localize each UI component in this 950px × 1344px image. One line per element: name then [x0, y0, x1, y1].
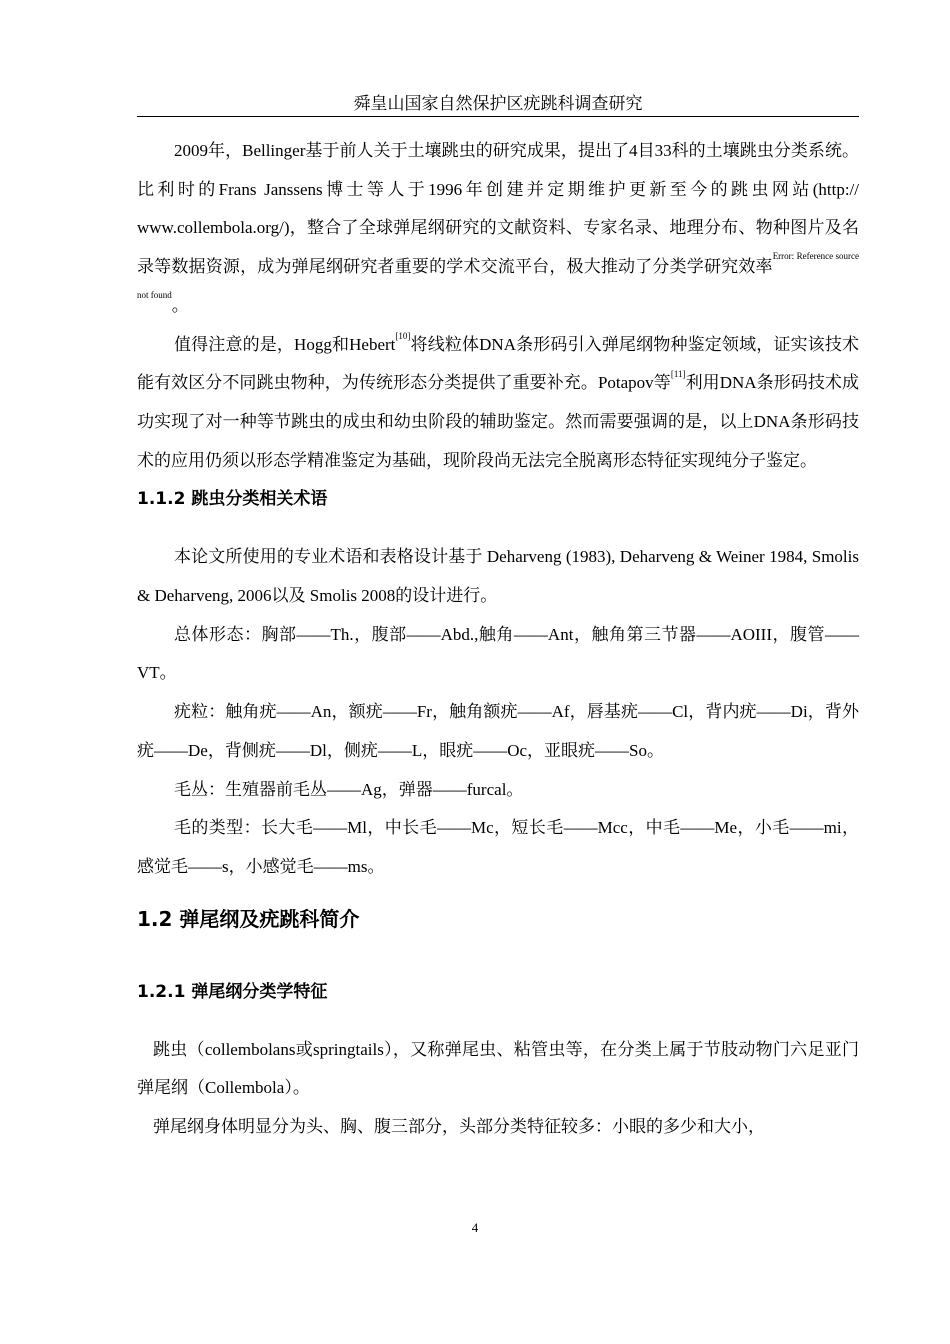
reference-error-note: Error: Reference source not found	[137, 251, 859, 300]
spacer	[137, 887, 859, 899]
document-body	[137, 132, 859, 1147]
paragraph-end: 。	[171, 295, 189, 315]
paragraph-terms-setae: 毛的类型：长大毛——Ml，中长毛——Mc，短长毛——Mcc，中毛——Me，小毛——mi，感觉毛——s，小感觉毛——ms。	[137, 818, 859, 876]
citation-10: [10]	[395, 330, 411, 341]
page-number: 4	[471, 1220, 479, 1235]
paragraph-terms-morphology: 总体形态：胸部——Th.，腹部——Abd.,触角——Ant，触角第三节器——AOIII，腹管——VT。	[137, 624, 859, 683]
paragraph-springtails-intro: 跳虫（collembolans或springtails），又称弹尾虫、粘管虫等，在分类上属于节肢动物门六足亚门弹尾纲（Collembola）。	[137, 1039, 859, 1098]
spacer	[137, 518, 859, 538]
paragraph-terminology-intro: 本论文所使用的专业术语和表格设计基于 Deharveng (1983), Deharveng & Weiner 1984, Smolis & Deharveng, 2006以及 Smolis 2008的设计进行。	[137, 547, 859, 606]
citation-11: [11]	[670, 369, 686, 380]
running-header-title: 舜皇山国家自然保护区疣跳科调查研究	[353, 94, 643, 114]
section-heading-1-2-1: 1.2.1 弹尾纲分类学特征	[137, 981, 328, 1002]
paragraph-terms-tubercles: 疣粒：触角疣——An，额疣——Fr，触角额疣——Af，唇基疣——Cl，背内疣——Di，背外疣——De，背侧疣——Dl，侧疣——L，眼疣——Oc，亚眼疣——So。	[137, 702, 859, 760]
paragraph-bellinger	[137, 132, 859, 326]
paragraph-text-a: 值得注意的是，Hogg和Hebert	[174, 334, 396, 354]
paragraph-body-parts: 弹尾纲身体明显分为头、胸、腹三部分，头部分类特征较多：小眼的多少和大小，	[153, 1117, 765, 1137]
paragraph-text: 2009年，Bellinger基于前人关于土壤跳虫的研究成果，提出了4目33科的土壤跳虫分类系统。比利时的Frans Janssens博士等人于1996年创建并定期维护更新至今的跳虫网站(http:// www.collembola.org/)，整合了全球弹尾纲研究的文献资料、专家名录、地理分布、物种图片及名录等数据资源，成为弹尾纲研究者重要的学术交流平台，极大推动了分类学研究效率	[137, 141, 859, 277]
paragraph-text-b: 将线粒体DNA条形码引入弹尾纲物种鉴定领域，证实该技术能有效区分不同跳虫物种，为传统形态分类提供了重要补充。Potapov等	[137, 334, 859, 393]
section-heading-1-1-2: 1.1.2 跳虫分类相关术语	[137, 489, 328, 510]
spacer	[137, 939, 859, 973]
paragraph-text-c: 利用DNA条形码技术成功实现了对一种等节跳虫的成虫和幼虫阶段的辅助鉴定。然而需要强调的是，以上DNA条形码技术的应用仍须以形态学精准鉴定为基础，现阶段尚无法完全脱离形态特征实现纯分子鉴定。	[137, 373, 859, 470]
header-rule	[137, 116, 859, 117]
spacer	[137, 1011, 859, 1031]
paragraph-terms-tufts: 毛丛：生殖器前毛丛——Ag，弹器——furcal。	[174, 779, 524, 799]
paragraph-dna-barcode	[137, 326, 859, 481]
section-heading-1-2: 1.2 弹尾纲及疣跳科简介	[137, 906, 360, 931]
